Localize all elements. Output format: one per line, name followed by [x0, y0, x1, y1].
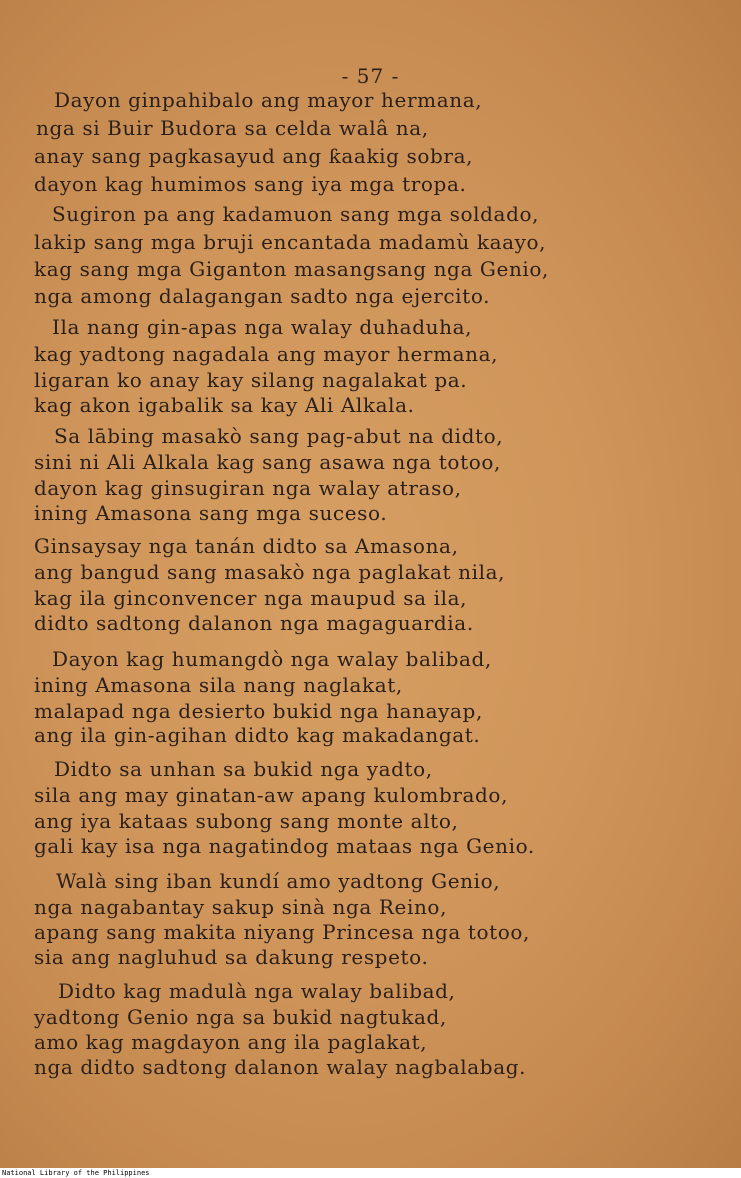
verse-line: kag ila ginconvencer nga maupud sa ila,: [34, 586, 468, 610]
verse-line: Didto kag madulà nga walay balibad,: [58, 979, 456, 1003]
page-number: - 57 -: [341, 64, 400, 88]
verse-line: ining Amasona sila nang naglakat,: [34, 673, 403, 697]
library-credit: National Library of the Philippines: [2, 1169, 150, 1177]
verse-line: apang sang makita niyang Princesa nga totoo,: [34, 920, 530, 944]
verse-line: Ginsaysay nga tanán didto sa Amasona,: [34, 534, 459, 558]
verse-line: Dayon kag humangdò nga walay balibad,: [52, 647, 492, 671]
verse-line: Didto sa unhan sa bukid nga yadto,: [54, 757, 433, 781]
verse-line: ining Amasona sang mga suceso.: [34, 501, 388, 525]
verse-line: ang ila gin-agihan didto kag makadangat.: [34, 723, 481, 747]
verse-line: sia ang nagluhud sa dakung respeto.: [34, 945, 429, 969]
verse-line: nga si Buir Budora sa celda walâ na,: [36, 116, 429, 140]
verse-line: Dayon ginpahibalo ang mayor hermana,: [54, 88, 483, 112]
verse-line: lakip sang mga bruji encantada madamù kaayo,: [34, 230, 547, 254]
verse-line: anay sang pagkasayud ang ƙaakig sobra,: [34, 144, 474, 168]
verse-line: nga nagabantay sakup sinà nga Reino,: [34, 895, 448, 919]
verse-line: ang bangud sang masakò nga paglakat nila,: [34, 560, 506, 584]
verse-line: ang iya kataas subong sang monte alto,: [34, 809, 459, 833]
verse-line: malapad nga desierto bukid nga hanayap,: [34, 699, 483, 723]
verse-line: gali kay isa nga nagatindog mataas nga Genio.: [34, 834, 535, 858]
verse-line: Walà sing iban kundí amo yadtong Genio,: [56, 869, 501, 893]
verse-line: nga didto sadtong dalanon walay nagbalabag.: [34, 1055, 527, 1079]
verse-line: nga among dalagangan sadto nga ejercito.: [34, 284, 491, 308]
verse-line: yadtong Genio nga sa bukid nagtukad,: [34, 1005, 447, 1029]
verse-line: Sugiron pa ang kadamuon sang mga soldado,: [52, 202, 540, 226]
verse-line: dayon kag ginsugiran nga walay atraso,: [34, 476, 462, 500]
verse-line: Ila nang gin-apas nga walay duhaduha,: [52, 315, 473, 339]
verse-line: sini ni Ali Alkala kag sang asawa nga totoo,: [34, 450, 501, 474]
verse-line: kag yadtong nagadala ang mayor hermana,: [34, 342, 499, 366]
verse-line: kag sang mga Giganton masangsang nga Genio,: [34, 257, 550, 281]
verse-line: dayon kag humimos sang iya mga tropa.: [34, 172, 467, 196]
verse-line: amo kag magdayon ang ila paglakat,: [34, 1030, 428, 1054]
verse-line: sila ang may ginatan-aw apang kulombrado,: [34, 783, 509, 807]
verse-line: ligaran ko anay kay silang nagalakat pa.: [34, 368, 468, 392]
verse-line: kag akon igabalik sa kay Ali Alkala.: [34, 393, 415, 417]
verse-line: Sa lābing masakò sang pag-abut na didto,: [54, 424, 504, 448]
verse-line: didto sadtong dalanon nga magaguardia.: [34, 611, 474, 635]
